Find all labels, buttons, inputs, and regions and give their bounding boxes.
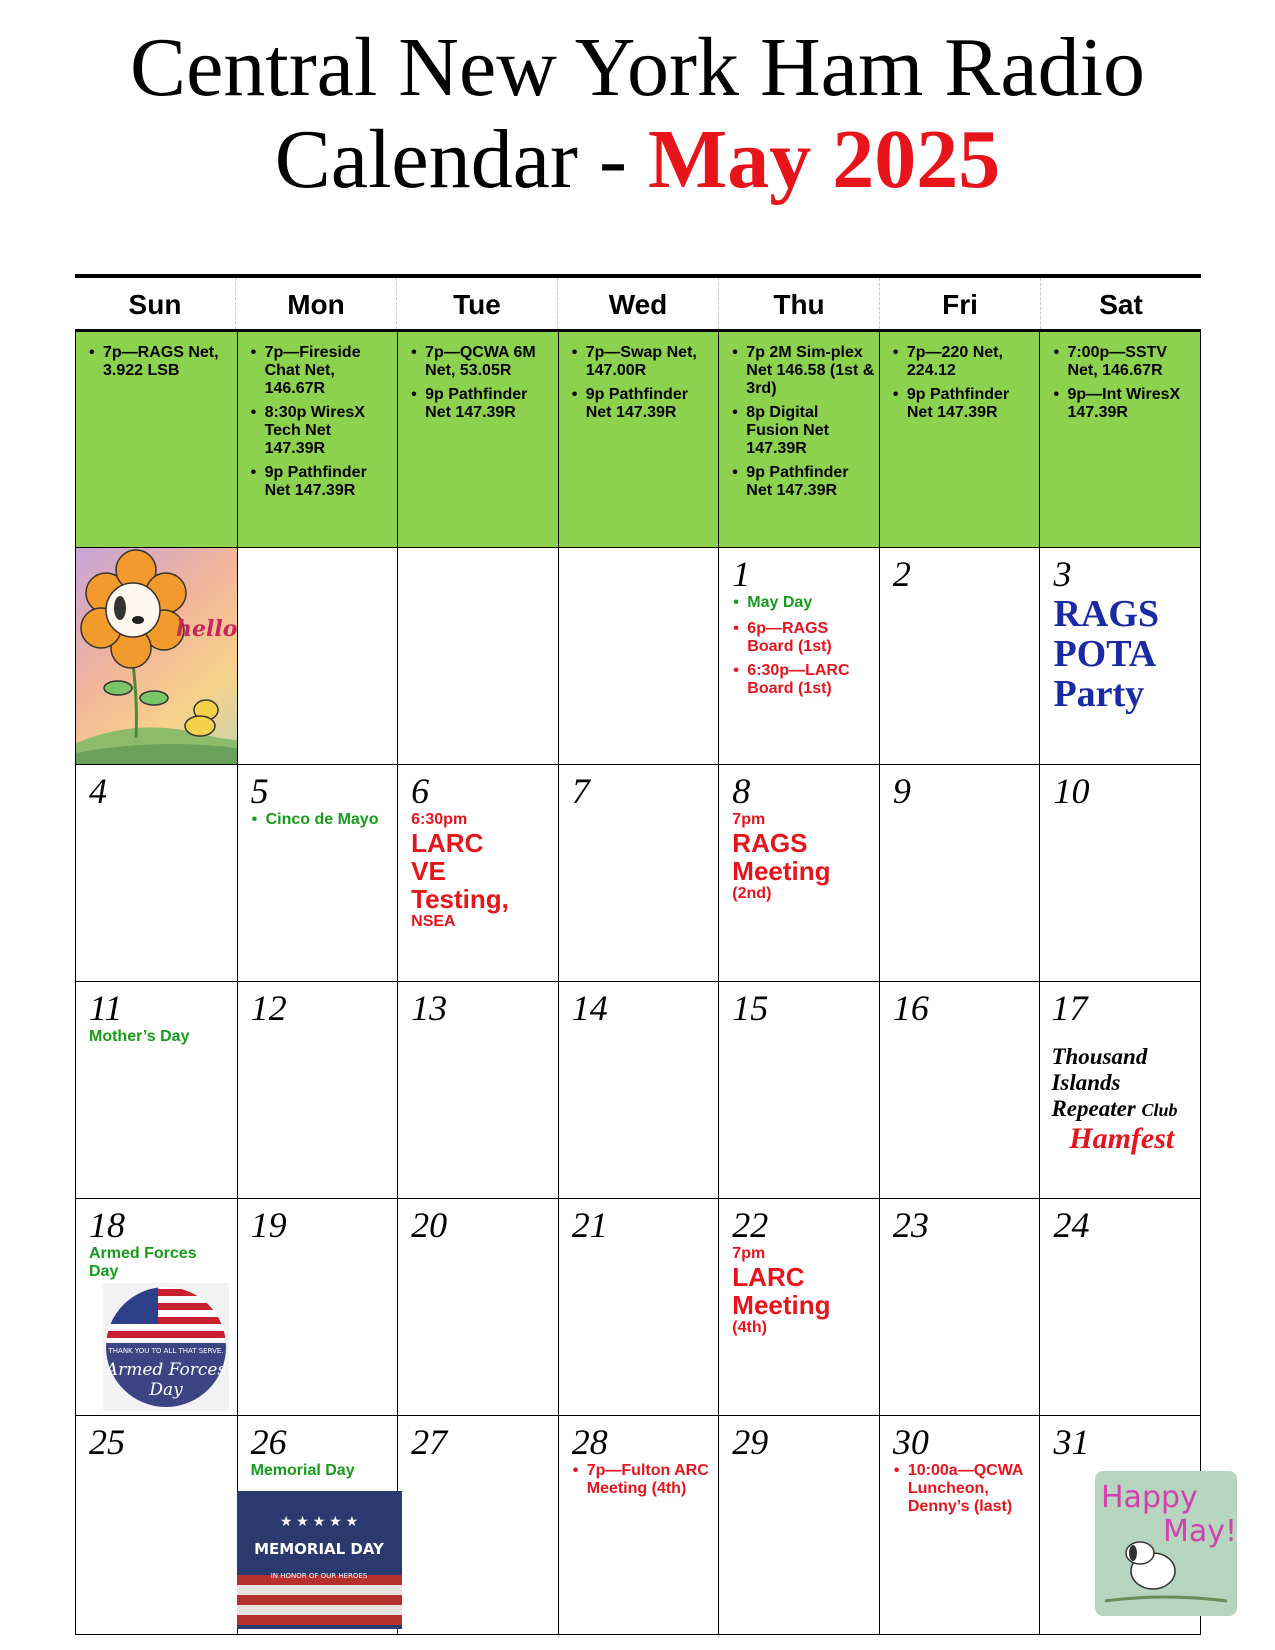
day-number: 4	[89, 771, 107, 811]
net-item: • 9p Pathfinder Net 147.39R	[892, 386, 1036, 422]
weekday-tue: Tue	[396, 278, 557, 329]
holiday-label: • May Day	[732, 594, 871, 612]
day-cell-30	[879, 1416, 1040, 1634]
day-number: 15	[732, 988, 769, 1028]
event-time: 7pm	[732, 1245, 766, 1262]
event-list	[732, 594, 871, 698]
weekday-thu: Thu	[718, 278, 879, 329]
badge-line2: Day	[149, 1380, 183, 1400]
day-cell-12	[237, 982, 398, 1198]
armed-forces-day-badge	[103, 1283, 229, 1411]
day-cell-19	[237, 1199, 398, 1415]
week-row-2	[75, 765, 1201, 982]
day-cell-6	[397, 765, 558, 981]
net-item: • 7:00p—SSTV Net, 146.67R	[1052, 344, 1196, 380]
day-cell-2	[879, 548, 1040, 764]
net-item: • 9p Pathfinder Net 147.39R	[571, 386, 715, 422]
event-title: VE	[411, 856, 446, 886]
week-row-3	[75, 982, 1201, 1199]
day-number: 10	[1053, 771, 1090, 811]
holiday-label: Memorial Day	[250, 1462, 355, 1479]
net-item: • 7p—RAGS Net, 3.922 LSB	[88, 344, 233, 380]
day-cell-empty	[237, 548, 398, 764]
weekday-wed: Wed	[557, 278, 718, 329]
day-number: 24	[1053, 1205, 1090, 1245]
day-cell-29	[718, 1416, 879, 1634]
day-cell-26	[237, 1416, 398, 1634]
title-line2	[0, 114, 1275, 206]
event-title: Meeting	[732, 856, 831, 886]
event-time: 7pm	[732, 811, 766, 828]
day-cell-24	[1039, 1199, 1200, 1415]
day-number: 19	[250, 1205, 287, 1245]
net-item: • 7p—QCWA 6M Net, 53.05R	[410, 344, 554, 380]
event-item: • 7p—Fulton ARC Meeting (4th)	[572, 1462, 711, 1498]
nets-tue	[397, 332, 558, 547]
day-number: 25	[89, 1422, 125, 1462]
weekday-sat: Sat	[1040, 278, 1201, 329]
day-cell-18	[76, 1199, 237, 1415]
week-row-4	[75, 1199, 1201, 1416]
day-cell-14	[558, 982, 719, 1198]
net-item: • 7p—Swap Net, 147.00R	[571, 344, 715, 380]
hello-may-text: hello, may	[176, 616, 304, 642]
day-number: 17	[1051, 988, 1088, 1028]
title-month: May 2025	[647, 113, 1001, 206]
day-number: 7	[571, 771, 590, 811]
event-text: Thousand	[1051, 1044, 1148, 1069]
day-number: 13	[411, 988, 448, 1028]
day-cell-5	[237, 765, 398, 981]
happy-text: Happy	[1101, 1480, 1199, 1515]
hamfest-host	[1051, 1044, 1192, 1123]
event-title: Testing,	[411, 884, 509, 914]
holiday-label: • Cinco de Mayo	[251, 811, 390, 829]
net-item: • 9p Pathfinder Net 147.39R	[250, 464, 394, 500]
day-number: 16	[892, 988, 929, 1028]
day-cell-10	[1039, 765, 1200, 981]
day-number: 26	[250, 1422, 287, 1462]
day-cell-empty	[76, 548, 304, 764]
nets-thu	[718, 332, 879, 547]
title-prefix: Calendar -	[274, 113, 648, 206]
event-item: • 6p—RAGS Board (1st)	[732, 620, 871, 656]
event-text	[1051, 1096, 1192, 1123]
day-cell-16	[879, 982, 1040, 1198]
day-cell-17	[1039, 982, 1200, 1198]
day-number: 20	[411, 1205, 448, 1245]
net-item: • 8p Digital Fusion Net 147.39R	[731, 404, 875, 458]
day-number: 5	[250, 771, 269, 811]
day-number: 11	[89, 988, 123, 1028]
happy-may-illustration	[1095, 1471, 1237, 1616]
day-cell-empty	[558, 548, 719, 764]
memorial-day-banner	[237, 1491, 402, 1629]
net-item: • 9p—Int WiresX 147.39R	[1052, 386, 1196, 422]
day-number: 21	[571, 1205, 608, 1245]
net-item: • 9p Pathfinder Net 147.39R	[410, 386, 554, 422]
day-cell-22	[718, 1199, 879, 1415]
day-cell-4	[76, 765, 237, 981]
event-time: 6:30pm	[411, 811, 468, 828]
day-number: 31	[1053, 1422, 1090, 1462]
nets-sun	[76, 332, 237, 547]
event-location: NSEA	[411, 913, 456, 930]
weekday-sun: Sun	[128, 289, 182, 320]
badge-line1: Armed Forces	[105, 1360, 227, 1380]
day-cell-3	[1039, 548, 1200, 764]
day-number: 1	[732, 554, 751, 594]
event-text: POTA	[1053, 633, 1157, 675]
banner-title: MEMORIAL DAY	[253, 1540, 384, 1558]
badge-top-text: THANK YOU TO ALL THAT SERVE.	[108, 1347, 224, 1355]
day-number: 27	[411, 1422, 448, 1462]
day-number: 30	[892, 1422, 929, 1462]
day-number: 22	[732, 1205, 769, 1245]
day-cell-31	[1039, 1416, 1238, 1634]
day-number: 28	[571, 1422, 608, 1462]
week-row-1	[75, 548, 1201, 765]
day-cell-1	[718, 548, 879, 764]
event-item: • 6:30p—LARC Board (1st)	[732, 662, 871, 698]
day-cell-20	[397, 1199, 558, 1415]
day-number: 6	[411, 771, 430, 811]
day-number: 2	[892, 554, 911, 594]
nets-mon	[237, 332, 398, 547]
day-cell-28	[558, 1416, 719, 1634]
day-cell-13	[397, 982, 558, 1198]
rags-pota-party	[1053, 594, 1192, 714]
weekday-fri: Fri	[879, 278, 1040, 329]
weekday-header	[75, 278, 1201, 332]
day-cell-7	[558, 765, 719, 981]
hello-may-illustration	[76, 548, 304, 764]
day-number: 14	[571, 988, 608, 1028]
may-text: May!	[1163, 1514, 1238, 1549]
title-line1: Central New York Ham Radio	[130, 21, 1145, 114]
day-cell-15	[718, 982, 879, 1198]
net-item: • 8:30p WiresX Tech Net 147.39R	[250, 404, 394, 458]
net-item: • 7p—220 Net, 224.12	[892, 344, 1036, 380]
event-title: LARC	[411, 828, 484, 858]
banner-subtitle: IN HONOR OF OUR HEROES	[270, 1572, 367, 1580]
event-text-repeater: Repeater	[1051, 1096, 1136, 1121]
nets-fri	[879, 332, 1040, 547]
day-number: 29	[732, 1422, 769, 1462]
day-cell-9	[879, 765, 1040, 981]
net-item: • 9p Pathfinder Net 147.39R	[731, 464, 875, 500]
event-text-club: Club	[1141, 1100, 1178, 1120]
day-cell-11	[76, 982, 237, 1198]
week-row-5	[75, 1416, 1238, 1635]
event-text: Party	[1053, 673, 1145, 715]
day-number: 3	[1053, 554, 1072, 594]
day-cell-27	[397, 1416, 558, 1634]
day-cell-21	[558, 1199, 719, 1415]
day-number: 18	[89, 1205, 125, 1245]
day-number: 12	[250, 988, 287, 1028]
event-title: Meeting	[732, 1290, 831, 1320]
day-number: 8	[732, 771, 751, 811]
day-number: 23	[892, 1205, 929, 1245]
page-title	[0, 22, 1275, 206]
event-note: (2nd)	[732, 885, 772, 902]
net-item: • 7p—Fireside Chat Net, 146.67R	[250, 344, 394, 398]
hamfest-label: Hamfest	[1069, 1122, 1175, 1155]
holiday-label: Armed Forces Day	[89, 1245, 197, 1280]
day-cell-25	[76, 1416, 237, 1634]
weekday-mon: Mon	[235, 278, 396, 329]
event-title: LARC	[732, 1262, 805, 1292]
event-title: RAGS	[732, 828, 808, 858]
event-item: • 10:00a—QCWA Luncheon, Denny’s (last)	[893, 1462, 1032, 1516]
weekly-nets-row	[75, 332, 1201, 548]
day-cell-8	[718, 765, 879, 981]
event-text: Islands	[1051, 1070, 1121, 1095]
day-cell-empty	[397, 548, 558, 764]
net-item: • 7p 2M Sim-plex Net 146.58 (1st & 3rd)	[731, 344, 875, 398]
day-number: 9	[892, 771, 911, 811]
nets-wed	[558, 332, 719, 547]
event-text: RAGS	[1053, 593, 1160, 635]
star-row: ★ ★ ★ ★ ★	[279, 1513, 358, 1529]
nets-sat	[1039, 332, 1200, 547]
event-note: (4th)	[732, 1319, 767, 1336]
day-cell-23	[879, 1199, 1040, 1415]
holiday-label: Mother’s Day	[89, 1028, 190, 1045]
calendar-grid	[75, 274, 1238, 1635]
